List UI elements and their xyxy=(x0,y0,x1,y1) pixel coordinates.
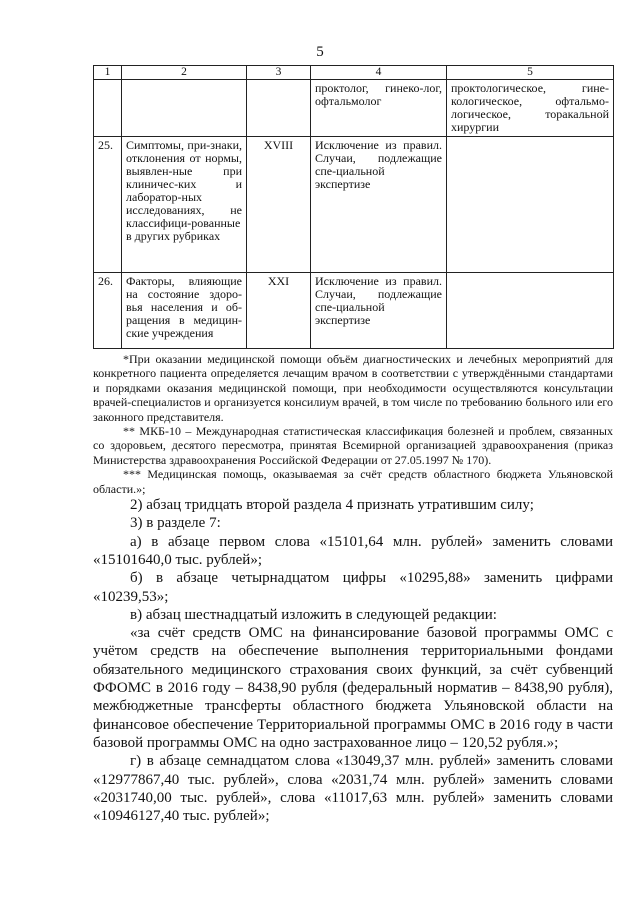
document-body xyxy=(93,352,613,825)
table-header-cell: 4 xyxy=(311,66,447,80)
table-row xyxy=(94,80,614,137)
footnote-icd10: ** МКБ-10 – Международная статистическая классификация болезней и проблем, связанных со здоровьем, десятого пересмотра, принятая Всемирной организацией здравоохранения (приказ Министерства здравоохранения Российской Федерации от 27.05.1997 № 170). xyxy=(93,424,613,467)
amendment-paragraph: а) в абзаце первом слова «15101,64 млн. рублей» заменить словами «15101640,0 тыс. рублей»; xyxy=(93,533,613,568)
amendment-paragraph: 2) абзац тридцать второй раздела 4 признать утратившим силу; xyxy=(130,497,534,514)
row-number-cell: 25. xyxy=(94,137,122,273)
row-department-cell xyxy=(447,273,614,349)
table-header-cell: 3 xyxy=(247,66,311,80)
amendment-paragraph: 3) в разделе 7: xyxy=(130,515,221,532)
row-number-cell xyxy=(94,80,122,137)
row-department-cell xyxy=(447,137,614,273)
table-header-cell: 5 xyxy=(447,66,614,80)
amendment-quoted-text: «за счёт средств ОМС на финансирование базовой программы ОМС с учётом средств на обеспечение выполнения территориальными фондами обязательного медицинского страхования своих функций, за счёт субвенций ФФОМС в 2016 году – 8438,90 рубля (федеральный норматив – 8438,90 рубля), межбюджетные трансферты областного бюджета Ульяновской области на финансовое обеспечение Территориальной программы ОМС в 2016 году в части базовой программы ОМС на одно застрахованное лицо – 120,52 рубля.»; xyxy=(93,625,613,751)
disease-class-table xyxy=(93,65,614,349)
row-class-cell: XXI xyxy=(247,273,311,349)
row-number-cell: 26. xyxy=(94,273,122,349)
amendment-paragraph: в) абзац шестнадцатый изложить в следующей редакции: xyxy=(130,606,497,623)
row-department-cell: проктологическое, гине-кологическое, офтальмо-логическое, торакальной хирургии xyxy=(447,80,614,137)
row-name-cell: Симптомы, при-знаки, отклонения от нормы, выявлен-ные при клиничес-ких и лаборатор-ных исследованиях, не классифици-рованные в других рубриках xyxy=(122,137,247,273)
row-specialist-cell: проктолог, гинеко-лог, офтальмолог xyxy=(311,80,447,137)
row-name-cell: Факторы, влияющие на состояние здоро-вья населения и об-ращения в медицин-ские учреждения xyxy=(122,273,247,349)
table-header-row xyxy=(94,66,614,80)
table-header-cell: 2 xyxy=(122,66,247,80)
page-number: 5 xyxy=(316,44,324,60)
row-class-cell xyxy=(247,80,311,137)
table-header-cell: 1 xyxy=(94,66,122,80)
row-class-cell: XVIII xyxy=(247,137,311,273)
row-specialist-cell: Исключение из правил. Случаи, подлежащие спе-циальной экспертизе xyxy=(311,137,447,273)
amendment-paragraph: г) в абзаце семнадцатом слова «13049,37 млн. рублей» заменить словами «12977867,40 тыс. рублей», слова «2031,74 млн. рублей» заменить словами «2031740,00 тыс. рублей», слова «11017,63 млн. рублей» заменить словами «10946127,40 тыс. рублей»; xyxy=(93,753,613,825)
row-name-cell xyxy=(122,80,247,137)
footnote-regional-budget: *** Медицинская помощь, оказываемая за счёт средств областного бюджета Ульяновской области.»; xyxy=(93,467,613,496)
footnote-treatment-scope: *При оказании медицинской помощи объём диагностических и лечебных мероприятий для конкретного пациента определяется лечащим врачом в соответствии с утверждёнными стандартами и порядками оказания медицинской помощи, при необходимости осуществляются консультации врачей-специалистов и организуется консилиум врачей, в том числе по требованию больного или его законного представителя. xyxy=(93,352,613,424)
table-row xyxy=(94,273,614,349)
row-specialist-cell: Исключение из правил. Случаи, подлежащие спе-циальной экспертизе xyxy=(311,273,447,349)
amendment-paragraph: б) в абзаце четырнадцатом цифры «10295,88» заменить цифрами «10239,53»; xyxy=(93,570,613,605)
table-row xyxy=(94,137,614,273)
